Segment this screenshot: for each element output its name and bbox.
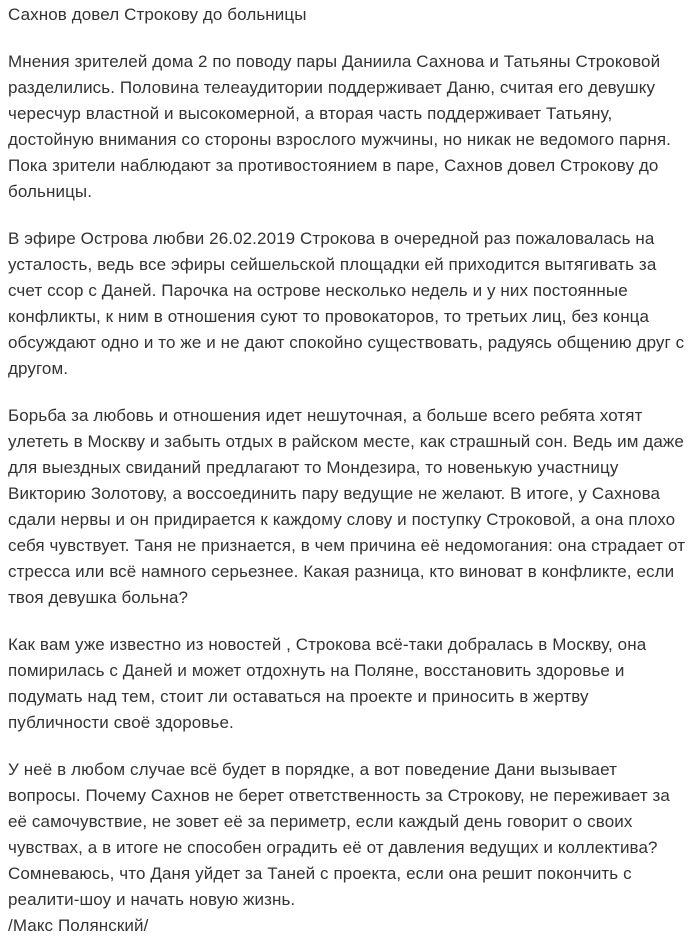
article-paragraph: Мнения зрителей дома 2 по поводу пары Даниила Сахнова и Татьяны Строковой разделились. Половина телеаудитории поддерживает Даню, считая его девушку чересчур властной и высокомерной, а вторая часть поддерживает Татьяну, достойную внимания со стороны взрослого мужчины, но никак не ведомого парня. Пока зрители наблюдают за противостоянием в паре, Сахнов довел Строкову до больницы. <box>8 52 671 201</box>
article-paragraph: Борьба за любовь и отношения идет нешуточная, а больше всего ребята хотят улететь в Москву и забыть отдых в райском месте, как страшный сон. Ведь им даже для выездных свиданий предлагают то Мондезира, то новенькую участницу Викторию Золотову, а воссоединить пару ведущие не желают. В итоге, у Сахнова сдали нервы и он придирается к каждому слову и поступку Строковой, а она плохо себя чувствует. Таня не признается, в чем причина её недомогания: она страдает от стресса или всё намного серьезнее. Какая разница, кто виноват в конфликте, если твоя девушка больна? <box>8 406 686 607</box>
article-title: Сахнов довел Строкову до больницы <box>8 5 307 24</box>
author-credit: /Макс Полянский/ <box>8 916 149 935</box>
article-paragraph: У неё в любом случае всё будет в порядке, а вот поведение Дани вызывает вопросы. Почему Сахнов не берет ответственность за Строкову, не переживает за её самочувствие, не зовет её за периметр, если каждый день говорит о своих чувствах, а в итоге не способен оградить её от давления ведущих и коллектива? Сомневаюсь, что Даня уйдет за Таней с проекта, если она решит покончить с реалити-шоу и начать новую жизнь. <box>8 760 670 909</box>
article-paragraph: В эфире Острова любви 26.02.2019 Строкова в очередной раз пожаловалась на усталость, ведь все эфиры сейшельской площадки ей приходится вытягивать за счет ссор с Даней. Парочка на острове несколько недель и у них постоянные конфликты, к ним в отношения суют то провокаторов, то третьих лиц, без конца обсуждают одно и то же и не дают спокойно существовать, радуясь общению друг с другом. <box>8 229 685 378</box>
article-paragraph: Как вам уже известно из новостей , Строкова всё-таки добралась в Москву, она помирилась с Даней и может отдохнуть на Поляне, восстановить здоровье и подумать над тем, стоит ли оставаться на проекте и приносить в жертву публичности своё здоровье. <box>8 635 647 732</box>
